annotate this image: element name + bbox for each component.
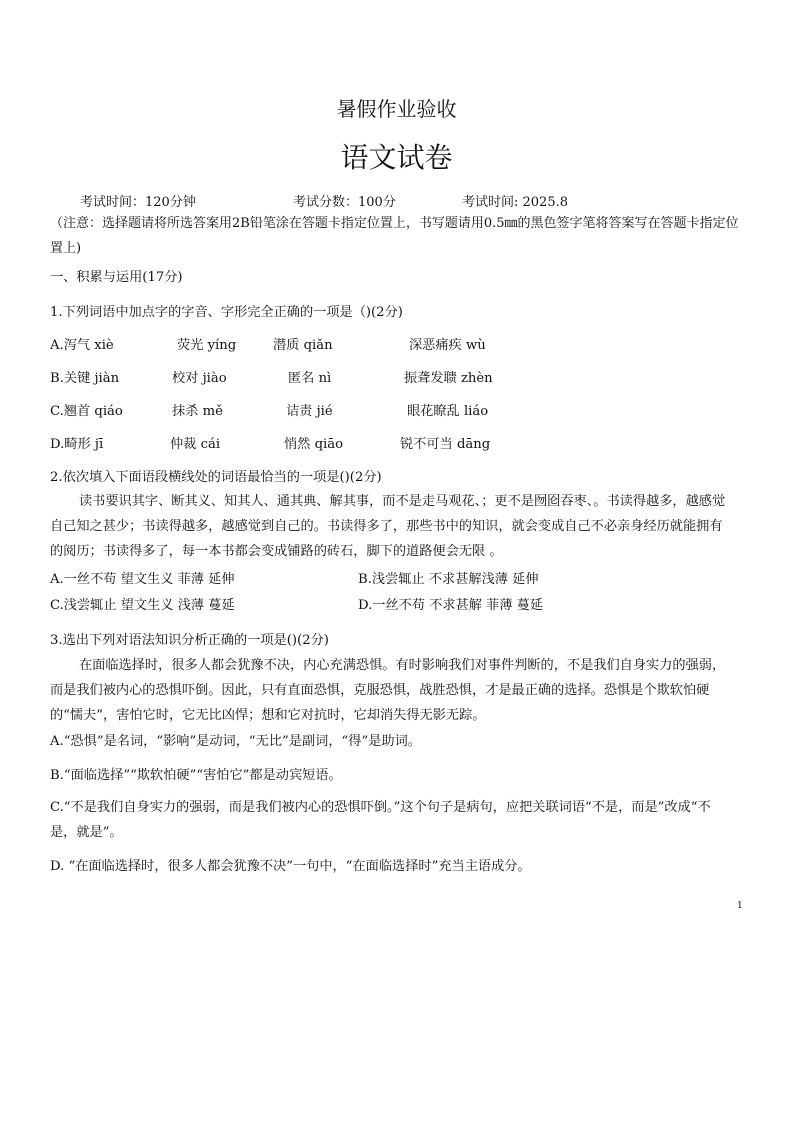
q1-option-d-1: D.畸形 jī bbox=[50, 437, 104, 452]
q2-option-c: C.浅尝辄止 望文生义 浅薄 蔓延 bbox=[50, 598, 235, 613]
q3-stem: 3.选出下列对语法知识分析正确的一项是()(2分) bbox=[50, 633, 329, 648]
q1-option-b-4: 振聋发聩 zhèn bbox=[404, 371, 493, 386]
q2-option-b: B.浅尝辄止 不求甚解浅薄 延伸 bbox=[358, 572, 539, 587]
q3-option-c: C.“不是我们自身实力的强弱，而是我们被内心的恐惧吓倒。”这个句子是病句，应把关联词语“不是，而是”改成“不是，就是”。 bbox=[50, 800, 711, 840]
q3-passage: 在面临选择时，很多人都会犹豫不决，内心充满恐惧。有时影响我们对事件判断的，不是我们自身实力的强弱，而是我们被内心的恐惧吓倒。因此，只有直面恐惧，克服恐惧，战胜恐惧，才是最正确的选择。恐惧是个欺软怕硬的“懦夫”，害怕它时，它无比凶悍；想和它对抗时，它却消失得无影无踪。 bbox=[50, 658, 726, 723]
exam-date: 考试时间: 2025.8 bbox=[462, 195, 568, 210]
q1-option-c-1: C.翘首 qiáo bbox=[50, 404, 123, 419]
q2-option-d: D.一丝不苟 不求甚解 菲薄 蔓延 bbox=[358, 598, 544, 613]
exam-subtitle: 语文试卷 bbox=[340, 141, 453, 174]
q3-option-d: D. “在面临选择时，很多人都会犹豫不决”一句中，“在面临选择时”充当主语成分。 bbox=[50, 859, 531, 874]
exam-title: 暑假作业验收 bbox=[336, 97, 457, 121]
q2-stem: 2.依次填入下面语段横线处的词语最恰当的一项是()(2分) bbox=[50, 470, 382, 485]
q1-option-c-3: 诘责 jié bbox=[286, 404, 333, 419]
section-heading: 一、积累与运用(17分) bbox=[50, 270, 183, 285]
q1-option-d-3: 悄然 qiāo bbox=[284, 437, 344, 452]
q1-option-c-4: 眼花瞭乱 liáo bbox=[407, 404, 489, 419]
q1-option-a-2: 荧光 yíng bbox=[177, 338, 237, 353]
page-number: 1 bbox=[737, 901, 743, 911]
q1-stem: 1.下列词语中加点字的字音、字形完全正确的一项是（)(2分) bbox=[50, 305, 403, 320]
q1-option-d-2: 仲裁 cái bbox=[170, 437, 221, 452]
q1-option-a-3: 潜质 qiǎn bbox=[273, 338, 333, 353]
q1-option-b-3: 匿名 nì bbox=[288, 371, 332, 386]
exam-duration: 考试时间：120分钟 bbox=[80, 195, 196, 210]
q2-option-a: A.一丝不苟 望文生义 菲薄 延伸 bbox=[50, 572, 235, 587]
exam-note: （注意：选择题请将所选答案用2B铅笔涂在答题卡指定位置上，书写题请用0.5㎜的黑色签字笔将答案写在答题卡指定位置上) bbox=[50, 216, 739, 256]
q3-option-b: B.“面临选择”“欺软怕硬”“害怕它”都是动宾短语。 bbox=[50, 768, 342, 783]
q1-option-c-2: 抹杀 mě bbox=[172, 404, 223, 419]
q1-option-d-4: 锐不可当 dāng bbox=[400, 437, 491, 452]
q1-option-b-2: 校对 jiào bbox=[172, 371, 227, 386]
q1-option-a-1: A.泻气 xiè bbox=[50, 338, 114, 353]
exam-total-score: 考试分数：100分 bbox=[293, 195, 396, 210]
q3-option-a: A.“恐惧”是名词，“影响”是动词，“无比”是副词，“得”是助词。 bbox=[50, 734, 421, 749]
q1-option-a-4: 深恶痛疾 wù bbox=[409, 338, 486, 353]
q2-passage: 读书要识其字、断其义、知其人、通其典、解其事，而不是走马观花、；更不是囫囵吞枣、。书读得越多，越感觉自己知之甚少；书读得越多，越感觉到自己的。书读得多了，那些书中的知识，就会变成自己不必亲身经历就能拥有的阅历；书读得多了，每一本书都会变成铺路的砖石，脚下的道路便会无限 。 bbox=[50, 494, 726, 559]
q1-option-b-1: B.关键 jiàn bbox=[50, 371, 120, 386]
